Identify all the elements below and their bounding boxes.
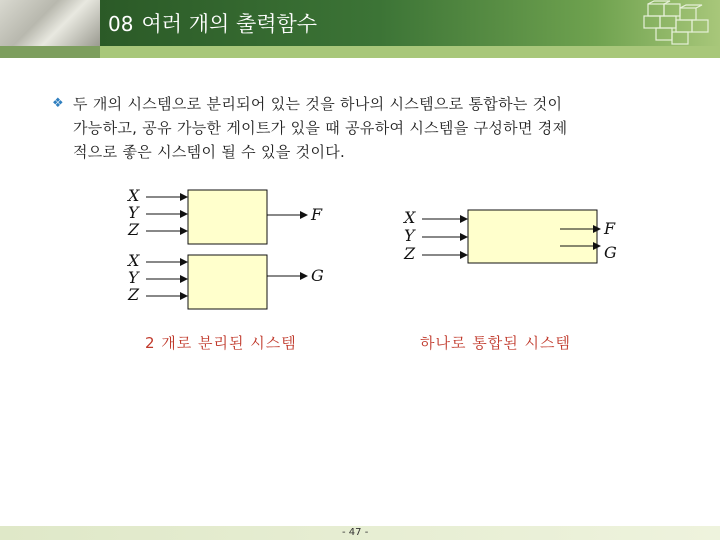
input-label-x: X (404, 208, 416, 227)
output-label-f: F (604, 219, 616, 238)
page-number: - 47 - (342, 527, 369, 538)
input-label-x: X (128, 251, 140, 270)
body-line: 적으로 좋은 시스템이 될 수 있을 것이다. (73, 143, 346, 161)
input-label-y: Y (128, 203, 139, 222)
body-line: 가능하고, 공유 가능한 게이트가 있을 때 공유하여 시스템을 구성하면 경제 (73, 119, 568, 137)
separate-system-box-bottom (188, 255, 267, 309)
input-label-z: Z (404, 244, 416, 263)
input-label-x: X (128, 186, 140, 205)
right-diagram-caption: 하나로 통합된 시스템 (420, 334, 571, 352)
separate-system-box-top (188, 190, 267, 244)
input-label-z: Z (128, 285, 140, 304)
body-line: 두 개의 시스템으로 분리되어 있는 것을 하나의 시스템으로 통합하는 것이 (73, 95, 563, 113)
output-label-f: F (311, 205, 323, 224)
output-label-g: G (311, 266, 324, 285)
input-label-y: Y (128, 268, 139, 287)
combined-system-box (468, 210, 597, 263)
left-diagram-caption: 2 개로 분리된 시스템 (145, 334, 297, 352)
input-label-z: Z (128, 220, 140, 239)
input-label-y: Y (404, 226, 415, 245)
slide-number: 08 (108, 12, 134, 36)
diamond-bullet-icon: ❖ (52, 96, 64, 111)
slide-title-text: 여러 개의 출력함수 (141, 12, 318, 36)
output-label-g: G (604, 243, 617, 262)
